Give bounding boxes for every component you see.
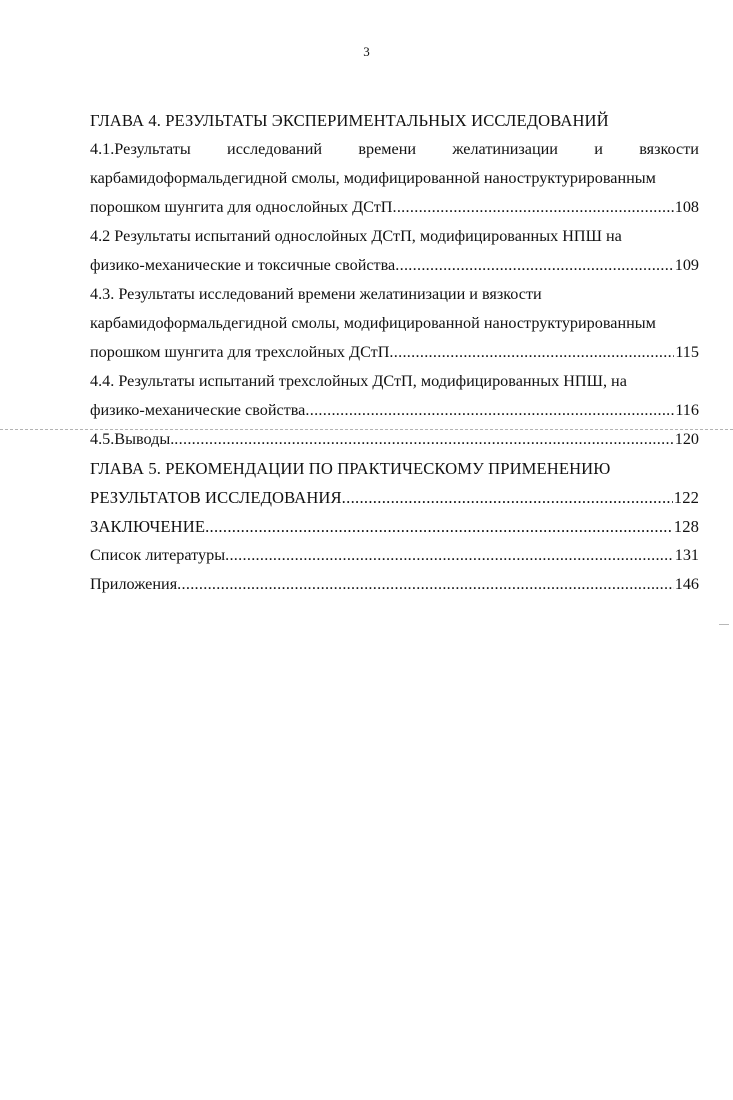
chapter-4-heading: ГЛАВА 4. РЕЗУЛЬТАТЫ ЭКСПЕРИМЕНТАЛЬНЫХ ИССЛЕДОВАНИЙ (90, 111, 609, 130)
dot-leader (205, 512, 673, 541)
toc-page-number: 115 (675, 343, 699, 361)
toc-entry-text: Приложения (90, 575, 178, 593)
toc-entry-text: порошком шунгита для однослойных ДСтП (90, 198, 393, 216)
toc-entry-text: ЗАКЛЮЧЕНИЕ (90, 517, 206, 536)
dot-leader (395, 251, 673, 280)
dot-leader (177, 570, 674, 599)
toc-entry-4-2-line-2 (90, 251, 699, 280)
toc-entry-appendices (90, 570, 699, 599)
dot-leader (225, 541, 674, 570)
toc-page-number: 116 (675, 401, 699, 419)
toc-word: вязкости (639, 140, 699, 158)
toc-page-number: 109 (674, 256, 699, 274)
toc-page-number: 108 (674, 198, 699, 216)
toc-entry-text: Список литературы (90, 546, 226, 564)
toc-page-number: 131 (674, 546, 699, 564)
scan-artifact-line (0, 429, 733, 430)
toc-entry-4-1-line-2: карбамидоформальдегидной смолы, модифицированной наноструктурированным (90, 169, 656, 187)
toc-entry-text: 4.5.Выводы. (90, 430, 175, 448)
toc-word: исследований (227, 140, 323, 158)
toc-entry-references (90, 541, 699, 570)
toc-entry-4-1-line-1 (90, 135, 699, 164)
toc-word: желатинизации (452, 140, 558, 158)
toc-entry-text: физико-механические и токсичные свойства (90, 256, 396, 274)
dot-leader (389, 338, 674, 367)
toc-entry-4-3-line-3 (90, 338, 699, 367)
toc-entry-text: РЕЗУЛЬТАТОВ ИССЛЕДОВАНИЯ (90, 488, 342, 507)
toc-page-number: 146 (674, 575, 699, 593)
dot-leader (342, 483, 673, 512)
toc-entry-4-4-line-1: 4.4. Результаты испытаний трехслойных ДСтП, модифицированных НПШ, на (90, 372, 627, 390)
table-of-contents (90, 106, 699, 599)
scan-artifact-mark (719, 624, 729, 625)
toc-page-number: 122 (673, 488, 699, 507)
toc-entry-text: физико-механические свойства (90, 401, 306, 419)
toc-entry-conclusion (90, 512, 699, 541)
toc-entry-text: порошком шунгита для трехслойных ДСтП (90, 343, 390, 361)
page-number: 3 (363, 44, 370, 59)
toc-entry-4-3-line-2: карбамидоформальдегидной смолы, модифицированной наноструктурированным (90, 314, 656, 332)
toc-page-number: 128 (673, 517, 699, 536)
dot-leader (392, 193, 673, 222)
toc-word: времени (358, 140, 417, 158)
toc-word: и (594, 140, 603, 158)
toc-word: 4.1.Результаты (90, 140, 191, 158)
dot-leader (305, 396, 674, 425)
toc-entry-4-4-line-2 (90, 396, 699, 425)
toc-page-number: 120 (674, 430, 699, 448)
toc-entry-4-1-line-3 (90, 193, 699, 222)
chapter-5-heading-line-2 (90, 483, 699, 512)
toc-entry-4-3-line-1: 4.3. Результаты исследований времени желатинизации и вязкости (90, 285, 542, 303)
toc-entry-4-2-line-1: 4.2 Результаты испытаний однослойных ДСтП, модифицированных НПШ на (90, 227, 622, 245)
chapter-5-heading-line-1: ГЛАВА 5. РЕКОМЕНДАЦИИ ПО ПРАКТИЧЕСКОМУ ПРИМЕНЕНИЮ (90, 459, 611, 478)
